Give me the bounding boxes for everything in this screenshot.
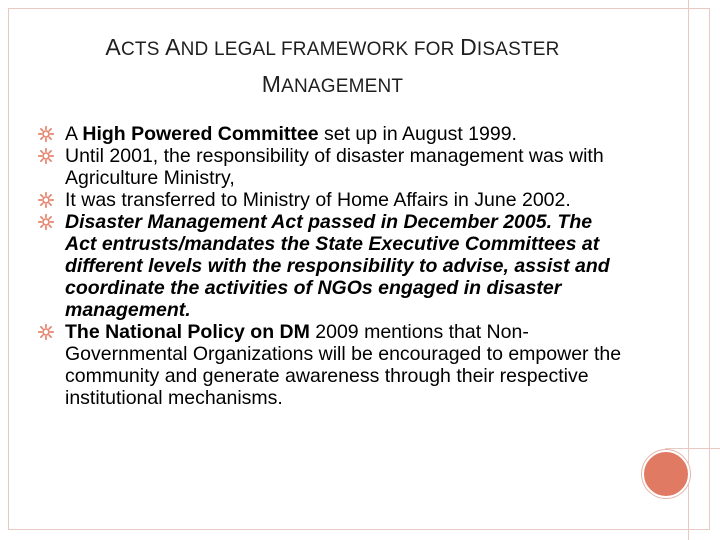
bullet-item [38,145,628,189]
title-word: ISASTER [476,39,560,60]
decorative-vertical-line [688,0,689,540]
bullet-text: Disaster Management Act passed in December 2005. The Act entrusts/mandates the State Executive Committees at different levels with the responsibility to advise, assist and coordinate the activities of NGOs engaged in disaster management. [65,211,610,321]
sunburst-bullet-icon [38,324,54,340]
title-word: FOR [413,39,461,60]
decorative-horizontal-line [665,448,720,449]
slide-title-line1 [0,30,665,67]
title-word: CTS [120,39,166,60]
sunburst-bullet-icon [38,192,54,208]
bullet-text: The National Policy on DM [65,321,310,343]
title-word: LEGAL [213,39,281,60]
title-capital-letter: A [165,34,181,60]
sunburst-bullet-icon [38,214,54,230]
bullet-text: set up in August 1999. [318,123,517,145]
title-word: ANAGEMENT [281,76,404,97]
bullet-item [38,123,628,145]
slide-title-line2 [0,67,665,104]
bullet-text: It was transferred to Ministry of Home Affairs in June 2002. [65,189,571,211]
bullet-list [38,123,628,409]
bullet-text: Until 2001, the responsibility of disaster management was with Agriculture Ministry, [65,145,604,189]
bullet-item [38,211,628,321]
bullet-text: 2009 mentions that Non-Governmental Organizations will be encouraged to empower the community and generate awareness through their respective institutional mechanisms. [65,321,622,409]
title-capital-letter: M [261,71,282,97]
bullet-item [38,189,628,211]
decorative-circle [642,450,690,498]
title-word: FRAMEWORK [280,39,414,60]
title-capital-letter: D [460,34,477,60]
bullet-text: A [65,123,83,145]
sunburst-bullet-icon [38,148,54,164]
slide-title [0,30,665,104]
bullet-item [38,321,628,409]
sunburst-bullet-icon [38,126,54,142]
bullet-text: High Powered Committee [82,123,319,145]
title-capital-letter: A [105,34,121,60]
title-word: ND [180,39,214,60]
